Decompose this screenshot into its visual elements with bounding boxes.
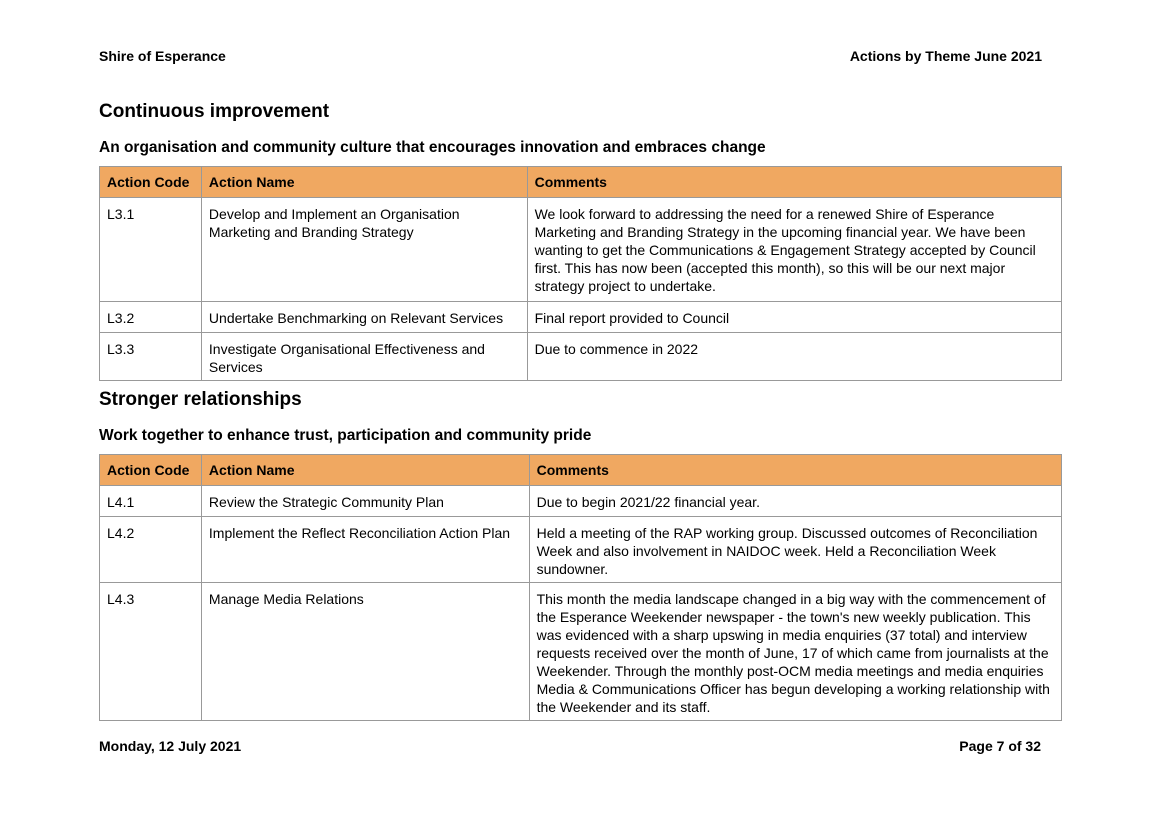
table-header-row	[100, 167, 1062, 198]
table-row	[100, 517, 1062, 583]
action-name-cell: Investigate Organisational Effectiveness and Services	[201, 333, 527, 381]
action-code-cell: L4.3	[100, 583, 202, 721]
comments-cell: Held a meeting of the RAP working group. Discussed outcomes of Reconciliation Week and also involvement in NAIDOC week. Held a Reconciliation Week sundowner.	[529, 517, 1061, 583]
column-header-action-code: Action Code	[100, 455, 202, 486]
action-code-cell: L3.2	[100, 302, 202, 333]
page-label: Page	[959, 738, 993, 754]
total-pages: 32	[1025, 738, 1041, 754]
section-subtitle-stronger-relationships: Work together to enhance trust, participation and community pride	[99, 427, 592, 444]
current-page: 7	[996, 738, 1005, 754]
comments-cell: Due to begin 2021/22 financial year.	[529, 486, 1061, 517]
section-title-stronger-relationships: Stronger relationships	[99, 389, 302, 410]
table-row	[100, 333, 1062, 381]
column-header-comments: Comments	[527, 167, 1061, 198]
action-name-cell: Implement the Reflect Reconciliation Action Plan	[201, 517, 529, 583]
column-header-action-name: Action Name	[201, 455, 529, 486]
action-name-cell: Review the Strategic Community Plan	[201, 486, 529, 517]
column-header-action-code: Action Code	[100, 167, 202, 198]
header-report-title: Actions by Theme June 2021	[849, 48, 1042, 64]
comments-cell: Due to commence in 2022	[527, 333, 1061, 381]
table-row	[100, 583, 1062, 721]
header-organisation: Shire of Esperance	[99, 48, 226, 64]
action-name-cell: Manage Media Relations	[201, 583, 529, 721]
action-name-cell: Undertake Benchmarking on Relevant Services	[201, 302, 527, 333]
page-of-label: of	[1008, 738, 1022, 754]
action-code-cell: L3.1	[100, 198, 202, 302]
footer-date: Monday, 12 July 2021	[99, 738, 242, 754]
table-row	[100, 198, 1062, 302]
footer-page-number	[959, 738, 1041, 754]
comments-cell: Final report provided to Council	[527, 302, 1061, 333]
table-row	[100, 302, 1062, 333]
actions-table-stronger-relationships	[99, 454, 1062, 721]
section-title-continuous-improvement: Continuous improvement	[99, 101, 330, 122]
comments-cell: We look forward to addressing the need for a renewed Shire of Esperance Marketing and Branding Strategy in the upcoming financial year. We have been wanting to get the Communications & Engagement Strategy accepted by Council first. This has now been (accepted this month), so this will be our next major strategy project to undertake.	[527, 198, 1061, 302]
table-row	[100, 486, 1062, 517]
comments-cell: This month the media landscape changed in a big way with the commencement of the Esperance Weekender newspaper - the town's new weekly publication. This was evidenced with a sharp upswing in media enquiries (37 total) and interview requests received over the month of June, 17 of which came from journalists at the Weekender. Through the monthly post-OCM media meetings and media enquiries Media & Communications Officer has begun developing a working relationship with the Weekender and its staff.	[529, 583, 1061, 721]
action-name-cell: Develop and Implement an Organisation Marketing and Branding Strategy	[201, 198, 527, 302]
column-header-action-name: Action Name	[201, 167, 527, 198]
actions-table-continuous-improvement	[99, 166, 1062, 381]
column-header-comments: Comments	[529, 455, 1061, 486]
action-code-cell: L3.3	[100, 333, 202, 381]
action-code-cell: L4.1	[100, 486, 202, 517]
section-subtitle-continuous-improvement: An organisation and community culture that encourages innovation and embraces change	[99, 139, 766, 156]
action-code-cell: L4.2	[100, 517, 202, 583]
table-header-row	[100, 455, 1062, 486]
